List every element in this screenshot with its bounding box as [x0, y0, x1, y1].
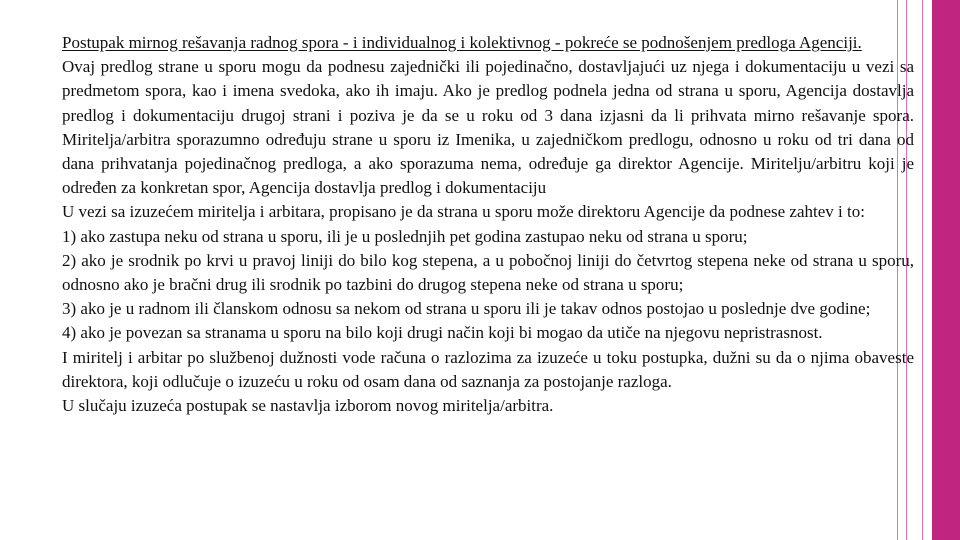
paragraph-duty: I miritelj i arbitar po službenoj dužnosti vode računa o razlozima za izuzeće u toku postupka, dužni su da o njima obaveste direktora, koji odlučuje o izuzeću u roku od osam dana od saznanja za postojanje razloga. — [62, 347, 914, 391]
slide-heading: Postupak mirnog rešavanja radnog spora - i individualnog i kolektivnog - pokreće se podnošenjem predloga Agenciji. — [62, 33, 862, 52]
accent-line — [922, 0, 923, 540]
paragraph-proposal: Ovaj predlog strane u sporu mogu da podnesu zajednički ili pojedinačno, dostavljajući uz njega i dokumentaciju u vezi sa predmetom spora, kao i imena svedoka, ako ih imaju. Ako je predlog podnela jedna od strana u sporu, Agencija dostavlja predlog i dokumentaciju drugoj strani i poziva je da se u roku od 3 dana izjasni da li prihvata mirno rešavanje spora. Miritelja/arbitra sporazumno određuju strane u sporu iz Imenika, u zajedničkom predlogu, odnosno u roku od tri dana od dana prihvatanja pojedinačnog predloga, a ako sporazuma nema, određuje ga direktor Agencije. Miritelju/arbitru koji je određen za konkretan spor, Agencija dostavlja predlog i dokumentaciju — [62, 57, 914, 198]
list-item-1: 1) ako zastupa neku od strana u sporu, ili je u poslednjih pet godina zastupao neku od strana u sporu; — [62, 226, 748, 246]
list-item-3: 3) ako je u radnom ili članskom odnosu sa nekom od strana u sporu ili je takav odnos postojao u poslednje dve godine; — [62, 299, 871, 319]
paragraph-replacement: U slučaju izuzeća postupak se nastavlja izborom novog miritelja/arbitra. — [62, 396, 554, 416]
slide-text-body — [62, 31, 914, 418]
paragraph-exemption-intro: U vezi sa izuzećem miritelja i arbitara, propisano je da strana u sporu može direktoru Agencije da podnese zahtev i to: — [62, 202, 865, 222]
list-item-4: 4) ako je povezan sa stranama u sporu na bilo koji drugi način koji bi mogao da utiče na njegovu nepristrasnost. — [62, 323, 823, 343]
list-item-2: 2) ako je srodnik po krvi u pravoj liniji do bilo kog stepena, a u pobočnoj liniji do četvrtog stepena neke od strana u sporu, odnosno ako je bračni drug ili srodnik po tazbini do drugog stepena neke od strana u sporu; — [62, 250, 914, 295]
accent-bar — [932, 0, 960, 540]
